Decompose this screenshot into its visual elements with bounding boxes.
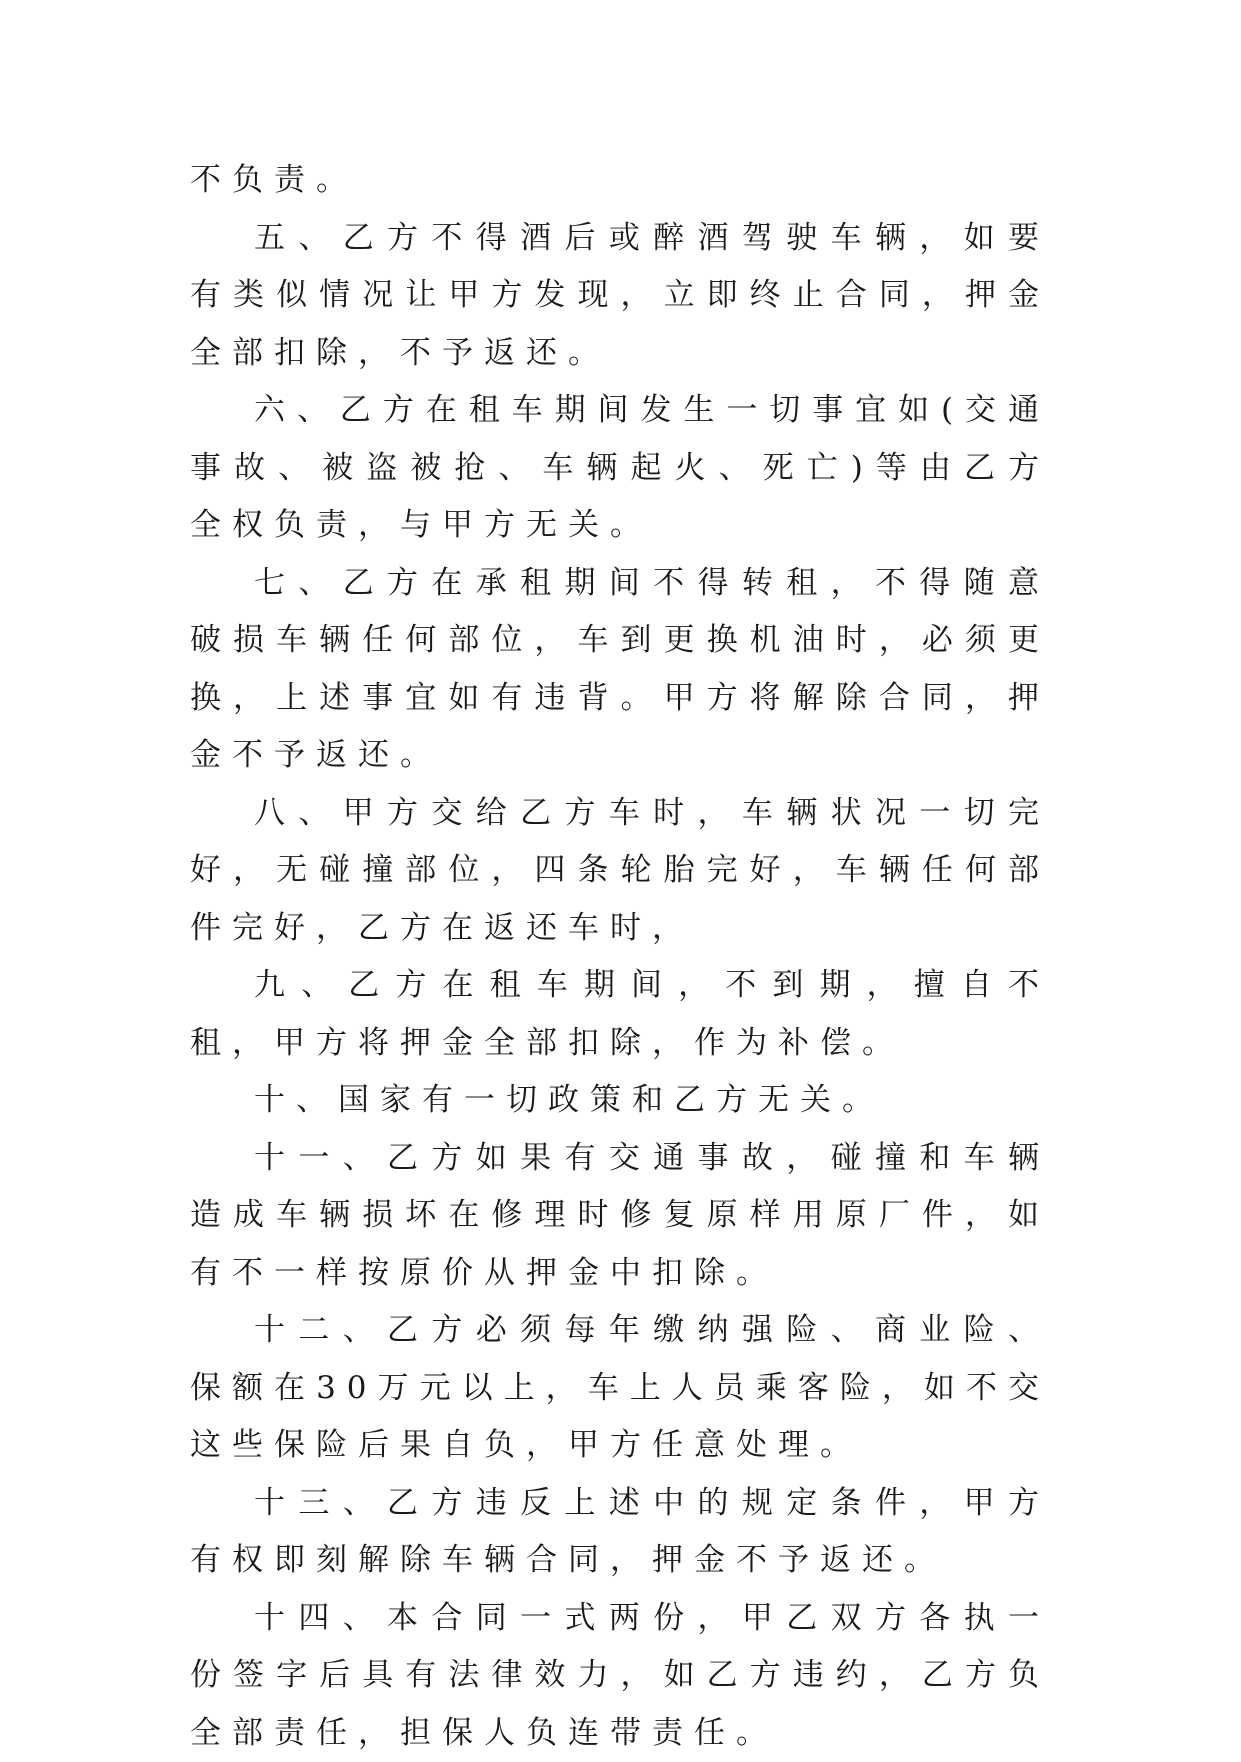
clause-6: 六、乙方在租车期间发生一切事宜如(交通事故、被盗被抢、车辆起火、死亡)等由乙方全权负责，与甲方无关。 [190,382,1050,555]
clause-12: 十二、乙方必须每年缴纳强险、商业险、保额在30万元以上，车上人员乘客险，如不交这些保险后果自负，甲方任意处理。 [190,1302,1050,1475]
paragraph-continuation: 不负责。 [190,152,1050,210]
clause-8: 八、甲方交给乙方车时，车辆状况一切完好，无碰撞部位，四条轮胎完好，车辆任何部件完好，乙方在返还车时， [190,785,1050,958]
clause-9: 九、乙方在租车期间，不到期，擅自不租，甲方将押金全部扣除，作为补偿。 [190,957,1050,1072]
clause-7: 七、乙方在承租期间不得转租，不得随意破损车辆任何部位，车到更换机油时，必须更换，上述事宜如有违背。甲方将解除合同，押金不予返还。 [190,555,1050,785]
clause-14: 十四、本合同一式两份，甲乙双方各执一份签字后具有法律效力，如乙方违约，乙方负全部责任，担保人负连带责任。 [190,1590,1050,1762]
clause-11: 十一、乙方如果有交通事故，碰撞和车辆造成车辆损坏在修理时修复原样用原厂件，如有不一样按原价从押金中扣除。 [190,1130,1050,1303]
clause-13: 十三、乙方违反上述中的规定条件，甲方有权即刻解除车辆合同，押金不予返还。 [190,1475,1050,1590]
document-body [190,152,1050,1762]
clause-5: 五、乙方不得酒后或醉酒驾驶车辆，如要有类似情况让甲方发现，立即终止合同，押金全部扣除，不予返还。 [190,210,1050,383]
clause-10: 十、国家有一切政策和乙方无关。 [190,1072,1050,1130]
